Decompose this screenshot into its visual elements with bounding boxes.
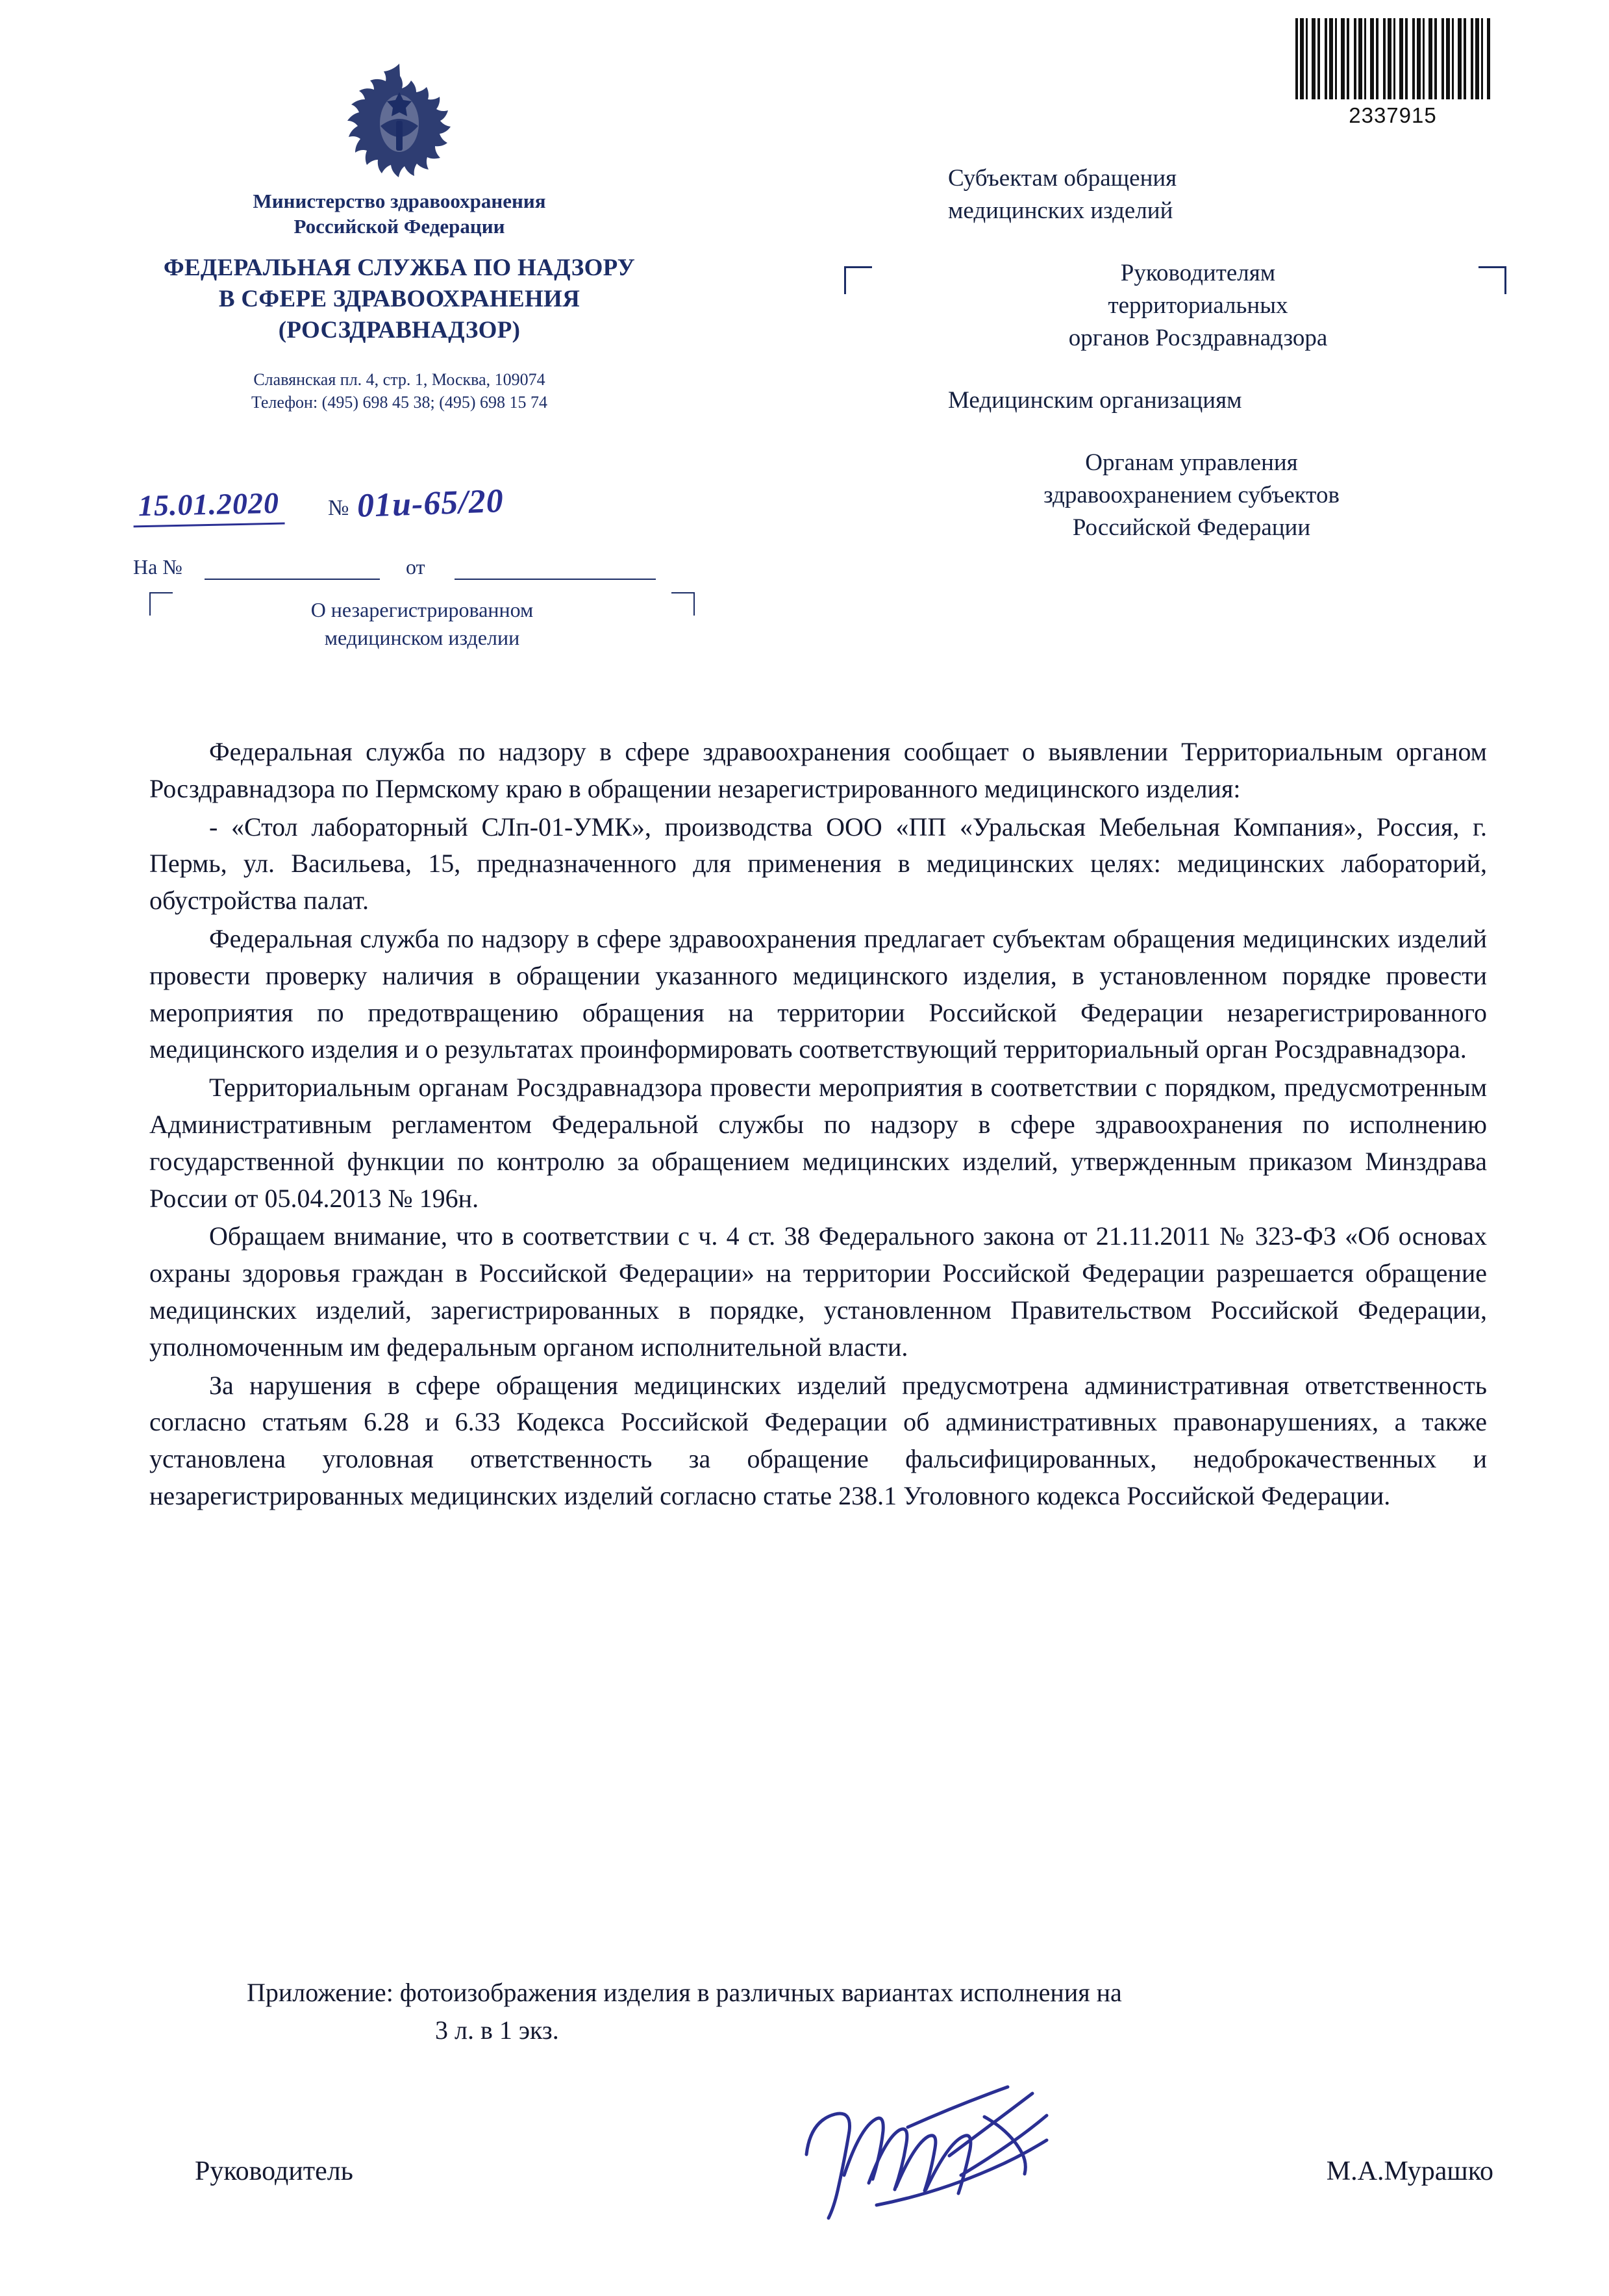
attachment-line1: Приложение: фотоизображения изделия в различных вариантах исполнения на: [247, 1978, 1122, 2007]
agency-line1: ФЕДЕРАЛЬНАЯ СЛУЖБА ПО НАДЗОРУ: [163, 254, 636, 281]
addressee-group-3: [948, 384, 1506, 417]
agency-address: [97, 368, 701, 414]
address-line1: Славянская пл. 4, стр. 1, Москва, 109074: [253, 369, 545, 389]
attachment-block: [149, 1974, 1487, 2049]
addressee-2-line1: Руководителям: [1120, 259, 1276, 286]
addressee-2-line2: территориальных: [1108, 292, 1288, 319]
agency-name: [97, 253, 701, 346]
ministry-line1: Министерство здравоохранения: [253, 190, 546, 212]
body-paragraph-2: - «Стол лабораторный СЛп-01-УМК», производства ООО «ПП «Уральская Мебельная Компания», Россия, г. Пермь, ул. Васильева, 15, предназначенного для применения в медицинских целях: медицинских лабораторий, обустройства палат.: [149, 812, 1487, 916]
addressee-corner-top-left: [844, 266, 872, 294]
registration-row: [133, 482, 705, 539]
addressee-2-line3: органов Росздравнадзора: [1068, 324, 1328, 351]
agency-line3: (РОСЗДРАВНАДЗОР): [278, 316, 521, 343]
subject-line2: медицинском изделии: [324, 626, 520, 650]
ministry-line2: Российской Федерации: [293, 214, 505, 238]
addressee-4-line3: Российской Федерации: [1072, 514, 1311, 541]
barcode-block: [1289, 18, 1497, 128]
addressee-group-1: [948, 162, 1506, 227]
registration-number: 01и-65/20: [356, 482, 505, 525]
body-paragraph-6: За нарушения в сфере обращения медицинских изделий предусмотрена административная ответственность согласно статьям 6.28 и 6.33 Кодекса Российской Федерации об административных правонарушениях, а также установлена уголовная ответственность за обращение фальсифицированных, недоброкачественных и незарегистрированных медицинских изделий согласно статье 238.1 Уголовного кодекса Российской Федерации.: [149, 1370, 1487, 1510]
handwritten-signature-icon: [799, 2078, 1162, 2227]
from-label: от: [406, 555, 425, 579]
addressee-block: [948, 162, 1506, 543]
letter-body: [149, 734, 1487, 1516]
letter-subject: [149, 596, 695, 652]
ministry-name: [97, 189, 701, 240]
agency-line2: В СФЕРЕ ЗДРАВООХРАНЕНИЯ: [218, 285, 580, 312]
letterhead: [97, 58, 701, 414]
russian-coat-of-arms-icon: [343, 58, 456, 185]
subject-line1: О незарегистрированном: [310, 598, 534, 621]
barcode-number: 2337915: [1349, 103, 1437, 127]
body-paragraph-1: Федеральная служба по надзору в сфере здравоохранения сообщает о выявлении Территориальным органом Росздравнадзора по Пермскому краю в обращении незарегистрированного медицинского изделия:: [149, 737, 1487, 803]
addressee-group-2: [948, 257, 1506, 355]
body-paragraph-3: Федеральная служба по надзору в сфере здравоохранения предлагает субъектам обращения медицинских изделий провести проверку наличия в обращении указанного медицинского изделия, в установленном порядке провести мероприятия по предотвращению обращения на территории Российской Федерации незарегистрированного медицинского изделия и о результатах проинформировать соответствующий территориальный орган Росздравнадзора.: [149, 923, 1487, 1064]
addressee-group-4: [948, 447, 1506, 544]
addressee-3-line1: Медицинским организациям: [948, 386, 1242, 414]
signer-name: М.А.Мурашко: [1326, 2156, 1493, 2186]
body-paragraph-5: Обращаем внимание, что в соответствии с ч. 4 ст. 38 Федерального закона от 21.11.2011 № 323-ФЗ «Об основах охраны здоровья граждан в Российской Федерации» на территории Российской Федерации разрешается обращение медицинских изделий, зарегистрированных в порядке, установленном Правительством Российской Федерации, уполномоченным им федеральным органом исполнительной власти.: [149, 1221, 1487, 1362]
addressee-4-line2: здравоохранением субъектов: [1043, 481, 1340, 508]
reply-value-line: [205, 579, 380, 580]
barcode-icon: [1295, 18, 1490, 99]
from-value-line: [455, 579, 656, 580]
reply-label: На №: [133, 555, 182, 579]
registration-number-sign: №: [328, 496, 349, 520]
address-phone: Телефон: (495) 698 45 38; (495) 698 15 74: [251, 392, 548, 412]
addressee-4-line1: Органам управления: [1085, 449, 1298, 476]
body-paragraph-4: Территориальным органам Росздравнадзора провести мероприятия в соответствии с порядком, предусмотренным Административным регламентом Федеральной службы по надзору в сфере здравоохранения по исполнению государственной функции по контролю за обращением медицинских изделий, утвержденным приказом Минздрава России от 05.04.2013 № 196н.: [149, 1073, 1487, 1213]
registration-date: 15.01.2020: [132, 486, 284, 528]
attachment-line2: 3 л. в 1 экз.: [435, 2015, 559, 2045]
addressee-1-line2: медицинских изделий: [948, 197, 1173, 224]
signer-title: Руководитель: [195, 2156, 353, 2186]
addressee-1-line1: Субъектам обращения: [948, 165, 1177, 192]
